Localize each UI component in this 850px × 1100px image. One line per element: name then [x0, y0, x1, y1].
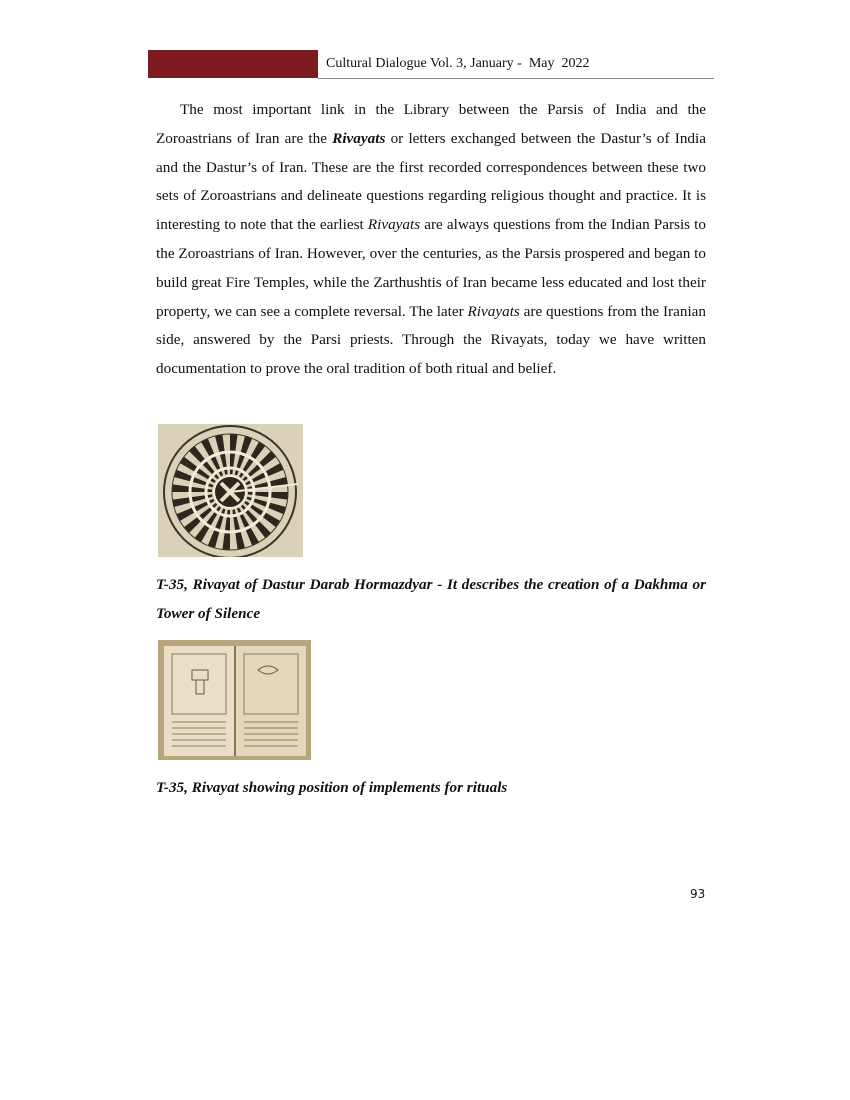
body-text-part-3: are always questions from the Indian Parsis to the Zoroastrians of Iran. However, over the centuries, as the Parsis prospered and began to build great Fire Temples, while the Zarthushtis of Iran became less educated and lost their property, we can see a complete reversal. The later	[156, 216, 706, 320]
body-text-part-1: The most important link in the Library between the Parsis of India and the Zoroastrians of Iran are the	[156, 101, 706, 147]
open-manuscript-photo	[158, 640, 311, 760]
header-rule	[318, 78, 714, 79]
term-rivayats-bold: Rivayats	[332, 129, 386, 147]
term-rivayats-italic-2: Rivayats	[467, 302, 520, 320]
open-manuscript-image	[158, 640, 311, 760]
journal-header-title: Cultural Dialogue Vol. 3, January - May 2022	[326, 56, 590, 71]
term-rivayats-italic-1: Rivayats	[367, 216, 421, 234]
body-paragraph	[156, 96, 706, 384]
figure-caption-2: T-35, Rivayat showing position of implements for rituals	[156, 779, 508, 796]
dakhma-diagram-image	[158, 424, 303, 557]
body-text-part-4: are questions from the Iranian side, answered by the Parsi priests. Through the Rivayats, today we have written documentation to prove the oral tradition of both ritual and belief.	[156, 302, 706, 378]
body-text-part-2: or letters exchanged between the Dastur’s of India and the Dastur’s of Iran. These are the first recorded correspondences between these two sets of Zoroastrians and delineate questions regarding religious thought and practice. It is interesting to note that the earliest	[156, 129, 706, 234]
page-number: 93	[690, 887, 706, 901]
header-color-bar	[148, 50, 318, 78]
figure-caption-1: T-35, Rivayat of Dastur Darab Hormazdyar - It describes the creation of a Dakhma or Tower of Silence	[156, 576, 706, 622]
dakhma-diagram-photo	[158, 424, 303, 557]
